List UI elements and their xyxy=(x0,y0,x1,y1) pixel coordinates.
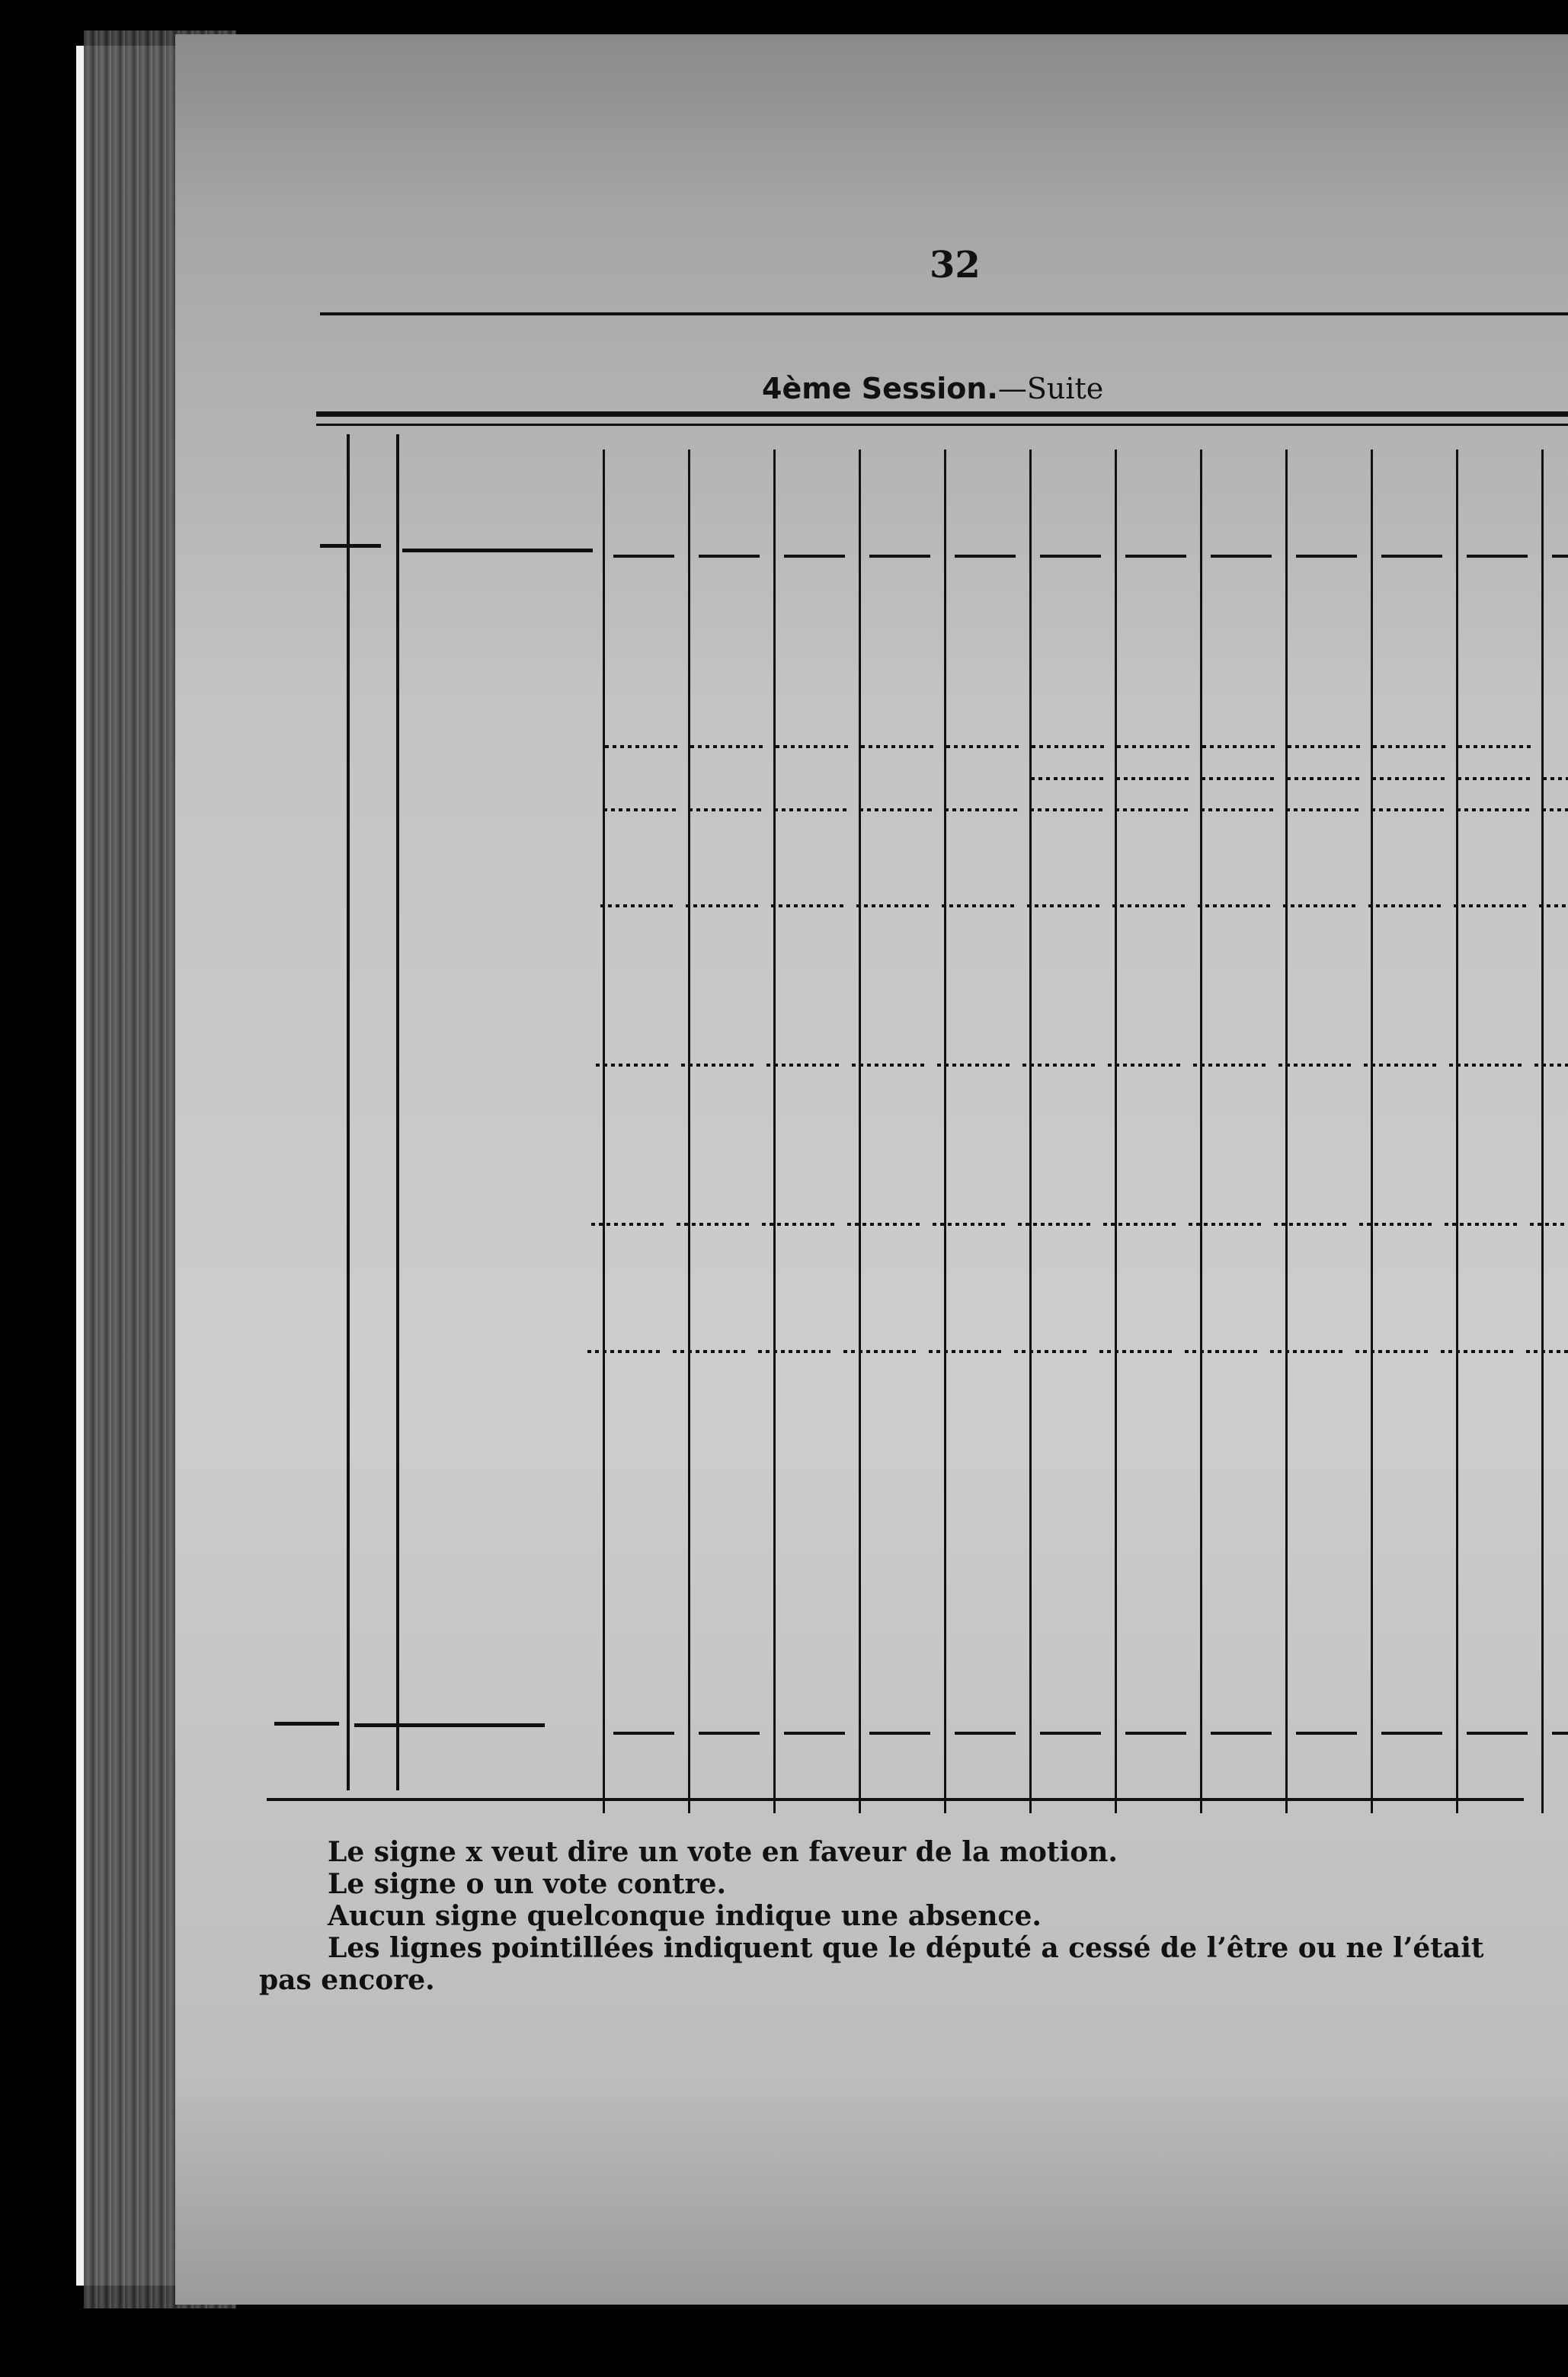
dotted-line xyxy=(1526,1350,1568,1353)
column-header-underline xyxy=(1296,555,1357,558)
dotted-line xyxy=(1283,904,1359,907)
dotted-line xyxy=(1032,745,1108,748)
column-separator xyxy=(859,449,861,1813)
column-footer-overline xyxy=(1125,1732,1186,1735)
dotted-line xyxy=(933,1223,1009,1226)
dotted-line xyxy=(1014,1350,1090,1353)
column-separator xyxy=(1115,449,1117,1813)
dotted-line xyxy=(1278,1064,1355,1067)
column-header-underline xyxy=(1125,555,1186,558)
dotted-line xyxy=(1359,1223,1435,1226)
dotted-line xyxy=(689,808,765,811)
dotted-line xyxy=(1115,808,1192,811)
dotted-line xyxy=(1373,745,1449,748)
column-header-underline xyxy=(955,555,1016,558)
legend-line: Aucun signe quelconque indique une absence. xyxy=(328,1900,1042,1932)
dotted-line xyxy=(1103,1223,1179,1226)
number-header-underline xyxy=(320,544,381,548)
dotted-line xyxy=(1193,1064,1269,1067)
dotted-line xyxy=(1534,1064,1568,1067)
dotted-line xyxy=(776,745,852,748)
table-top-rule-thin xyxy=(316,424,1568,426)
column-separator xyxy=(1541,449,1544,1813)
dotted-line xyxy=(843,1350,920,1353)
legend-line: Le signe o un vote contre. xyxy=(328,1868,727,1900)
dotted-line xyxy=(1286,808,1362,811)
column-header-underline xyxy=(1381,555,1442,558)
dotted-line xyxy=(847,1223,923,1226)
dotted-line xyxy=(600,904,677,907)
dotted-line xyxy=(673,1350,749,1353)
session-title-suffix: —Suite xyxy=(997,372,1104,405)
dotted-line xyxy=(686,904,762,907)
dotted-line xyxy=(942,904,1018,907)
column-footer-overline xyxy=(1467,1732,1528,1735)
dotted-line xyxy=(1368,904,1445,907)
column-separator xyxy=(944,449,946,1813)
table-bottom-rule xyxy=(267,1798,1524,1801)
column-header-underline xyxy=(869,555,930,558)
name-column-right-rule xyxy=(396,434,399,1790)
dotted-line xyxy=(605,745,681,748)
dotted-line xyxy=(1445,1223,1521,1226)
dotted-line xyxy=(1027,904,1103,907)
column-footer-overline xyxy=(613,1732,674,1735)
dotted-line xyxy=(1202,777,1278,780)
column-header-underline xyxy=(784,555,845,558)
dotted-line xyxy=(1287,777,1363,780)
dotted-line xyxy=(929,1350,1005,1353)
dotted-line xyxy=(852,1064,928,1067)
dotted-line xyxy=(1117,745,1193,748)
dotted-line xyxy=(1543,777,1568,780)
dotted-line xyxy=(1458,745,1534,748)
dotted-line xyxy=(587,1350,664,1353)
dotted-line xyxy=(946,745,1022,748)
name-footer-underline xyxy=(354,1723,545,1727)
dotted-line xyxy=(937,1064,1013,1067)
dotted-line xyxy=(774,808,850,811)
dotted-line xyxy=(1441,1350,1517,1353)
column-header-underline xyxy=(699,555,760,558)
dotted-line xyxy=(1449,1064,1525,1067)
column-separator xyxy=(1200,449,1202,1813)
dotted-line xyxy=(1189,1223,1265,1226)
dotted-line xyxy=(591,1223,667,1226)
column-header-underline xyxy=(1040,555,1101,558)
dotted-line xyxy=(677,1223,753,1226)
column-separator xyxy=(688,449,690,1813)
legend-line: Les lignes pointillées indiquent que le député a cessé de l’être ou ne l’était xyxy=(328,1932,1484,1964)
dotted-line xyxy=(1371,808,1448,811)
page-number: 32 xyxy=(930,244,981,286)
dotted-line xyxy=(1201,808,1277,811)
dotted-line xyxy=(603,808,680,811)
top-rule xyxy=(320,312,1568,315)
session-title-bold: 4ème Session. xyxy=(762,372,998,405)
legend-line: Le signe x veut dire un vote en faveur de la motion. xyxy=(328,1836,1118,1868)
column-separator xyxy=(1029,449,1032,1813)
column-footer-overline xyxy=(1552,1732,1568,1735)
dotted-line xyxy=(596,1064,672,1067)
dotted-line xyxy=(1364,1064,1440,1067)
column-separator xyxy=(773,449,776,1813)
dotted-line xyxy=(1202,745,1278,748)
column-separator xyxy=(1285,449,1288,1813)
column-separator xyxy=(1371,449,1373,1813)
dotted-line xyxy=(1288,745,1364,748)
dotted-line xyxy=(1372,777,1448,780)
dotted-line xyxy=(1539,904,1568,907)
dotted-line xyxy=(1112,904,1189,907)
dotted-line xyxy=(1530,1223,1568,1226)
dotted-line xyxy=(945,808,1021,811)
dotted-line xyxy=(1270,1350,1346,1353)
dotted-line xyxy=(1099,1350,1176,1353)
dotted-line xyxy=(681,1064,757,1067)
column-separator xyxy=(603,449,605,1813)
dotted-line xyxy=(861,745,937,748)
dotted-line xyxy=(758,1350,834,1353)
name-header-underline xyxy=(402,549,593,552)
column-header-underline xyxy=(1211,555,1272,558)
dotted-line xyxy=(1355,1350,1432,1353)
column-footer-overline xyxy=(1381,1732,1442,1735)
dotted-line xyxy=(1022,1064,1099,1067)
table-top-rule-thick xyxy=(316,411,1568,417)
dotted-line xyxy=(1454,904,1530,907)
legend-line: pas encore. xyxy=(259,1964,435,1996)
dotted-line xyxy=(1030,808,1106,811)
column-header-underline xyxy=(1552,555,1568,558)
dotted-line xyxy=(1116,777,1192,780)
dotted-line xyxy=(1458,777,1534,780)
column-footer-overline xyxy=(1040,1732,1101,1735)
column-footer-overline xyxy=(955,1732,1016,1735)
column-footer-overline xyxy=(1296,1732,1357,1735)
number-footer-underline xyxy=(274,1722,339,1726)
dotted-line xyxy=(762,1223,838,1226)
column-footer-overline xyxy=(699,1732,760,1735)
column-footer-overline xyxy=(784,1732,845,1735)
dotted-line xyxy=(1542,808,1568,811)
dotted-line xyxy=(1457,808,1533,811)
dotted-line xyxy=(859,808,936,811)
column-footer-overline xyxy=(869,1732,930,1735)
dotted-line xyxy=(1185,1350,1261,1353)
dotted-line xyxy=(856,904,933,907)
session-title xyxy=(762,372,1103,405)
dotted-line xyxy=(1274,1223,1350,1226)
dotted-line xyxy=(690,745,766,748)
column-header-underline xyxy=(1467,555,1528,558)
column-footer-overline xyxy=(1211,1732,1272,1735)
dotted-line xyxy=(766,1064,843,1067)
dotted-line xyxy=(1018,1223,1094,1226)
dotted-line xyxy=(771,904,847,907)
column-separator xyxy=(1456,449,1458,1813)
dotted-line xyxy=(1198,904,1274,907)
column-header-underline xyxy=(613,555,674,558)
dotted-line xyxy=(1108,1064,1184,1067)
name-column-left-rule xyxy=(347,434,350,1790)
dotted-line xyxy=(1031,777,1107,780)
